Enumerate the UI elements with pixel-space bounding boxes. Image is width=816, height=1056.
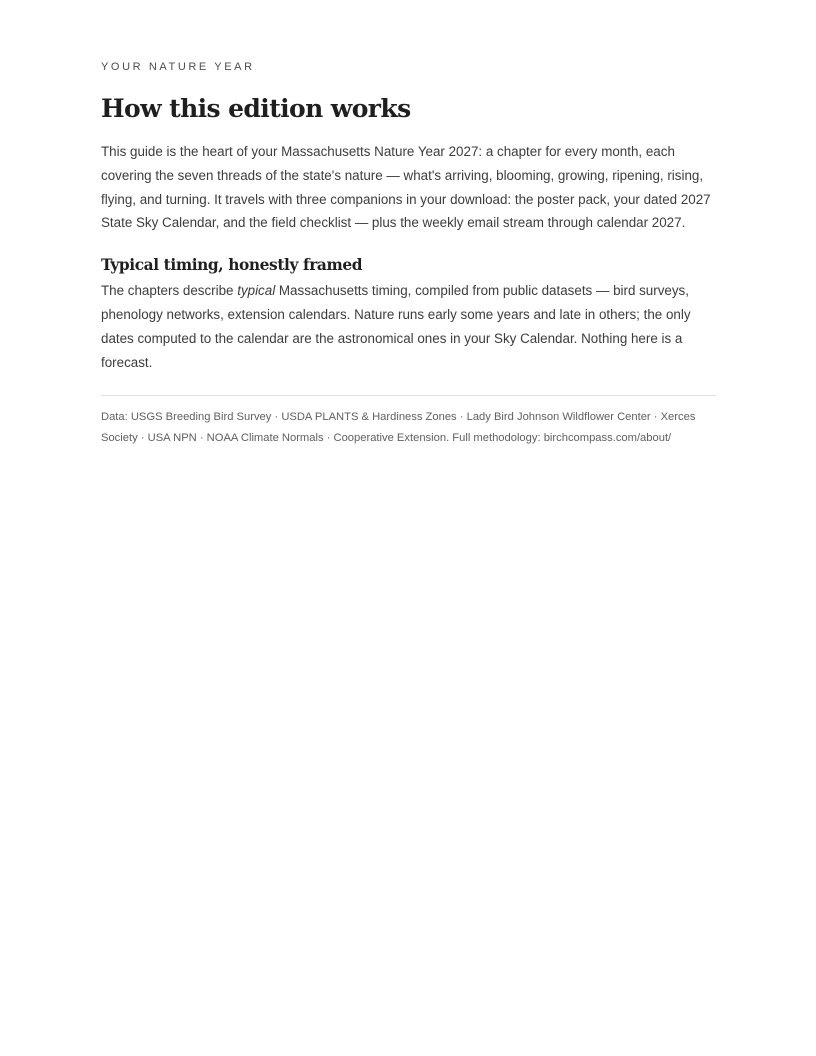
timing-text-after: Massachusetts timing, compiled from public datasets — bird surveys, phenology networks, extension calendars. Nature runs early some years and late in others; the only dates computed to the calendar are the astronomical ones in your Sky Calendar. Nothing here is a forecast. [101, 283, 691, 370]
section-eyebrow: YOUR NATURE YEAR [101, 61, 255, 73]
page-content [101, 58, 716, 449]
intro-paragraph: This guide is the heart of your Massachusetts Nature Year 2027: a chapter for every month, each covering the seven threads of the state's nature — what's arriving, blooming, growing, ripening, rising, flying, and turning. It travels with three companions in your download: the poster pack, your dated 2027 State Sky Calendar, and the field checklist — plus the weekly email stream through calendar 2027. [101, 144, 711, 231]
timing-text-before: The chapters describe [101, 283, 238, 299]
divider [101, 395, 716, 396]
page-title: How this edition works [101, 94, 411, 123]
timing-heading: Typical timing, honestly framed [101, 256, 363, 275]
data-sources-note: Data: USGS Breeding Bird Survey · USDA PLANTS & Hardiness Zones · Lady Bird Johnson Wildflower Center · Xerces Society · USA NPN · NOAA Climate Normals · Cooperative Extension. Full methodology: birchcompass.com/about/ [101, 411, 696, 445]
timing-paragraph [101, 279, 716, 374]
timing-emphasis: typical [237, 283, 276, 299]
